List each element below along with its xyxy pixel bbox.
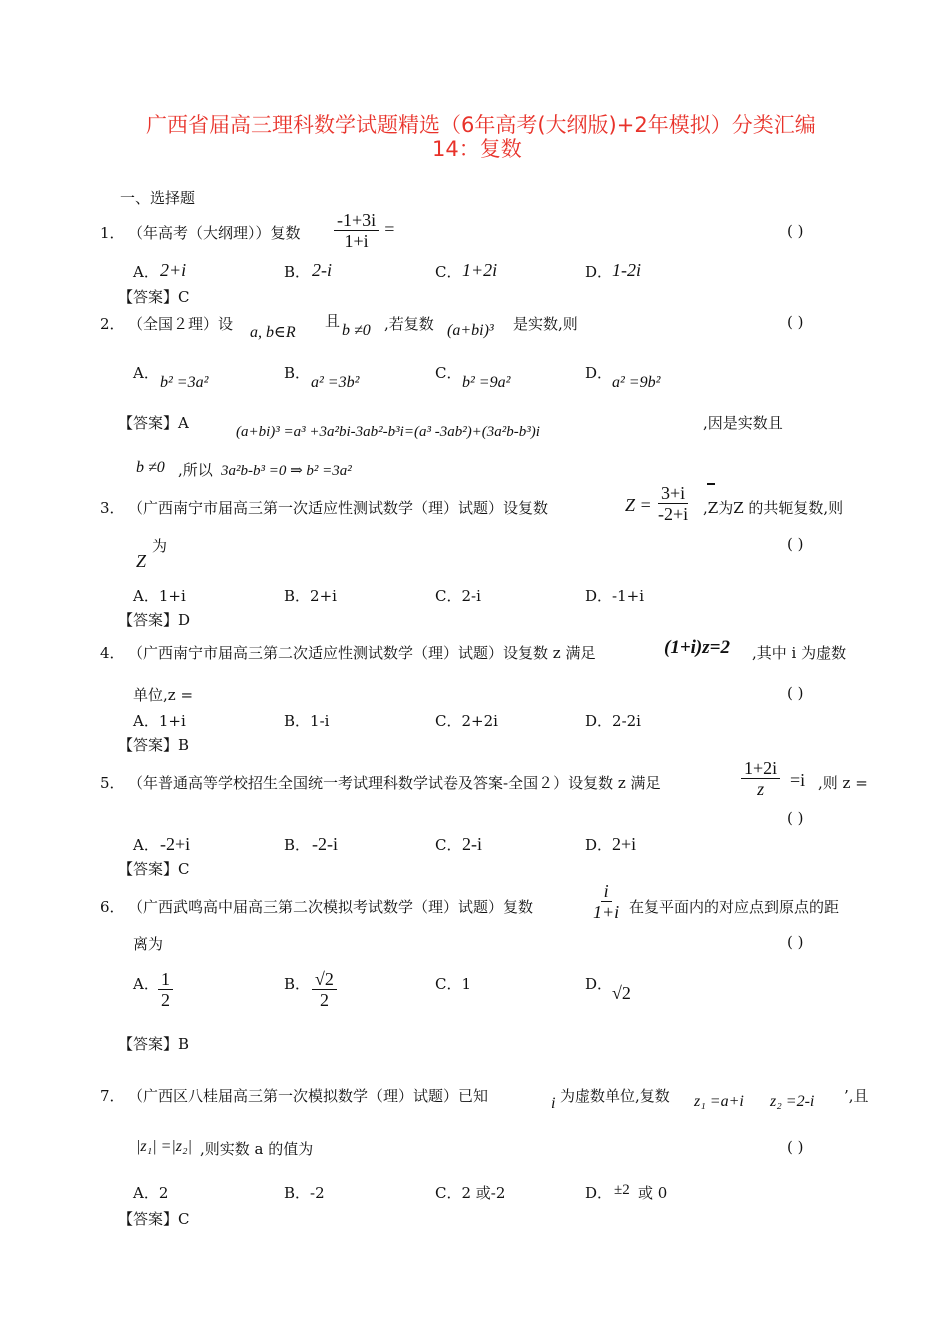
- q7-opt-d-label: D．: [585, 1184, 613, 1202]
- q3-answer: 【答案】D: [118, 611, 191, 629]
- q2-expression: (a+bi)³: [447, 322, 494, 339]
- q6-number: 6．: [100, 898, 125, 916]
- q2-opt-c: b² =9a²: [462, 374, 511, 391]
- q3-fraction: [655, 483, 691, 524]
- q3-denominator: -2+i: [658, 504, 689, 524]
- q3-opt-b: B．2+i: [284, 587, 337, 605]
- q6-text-3: 离为: [133, 935, 164, 953]
- q7-text-4: ,则实数 a 的值为: [200, 1140, 314, 1158]
- q3-conjugate-bar: [707, 483, 715, 485]
- q3-opt-a: A．1+i: [133, 587, 186, 605]
- q3-opt-c: C．2-i: [435, 587, 481, 605]
- q6-opt-b: [312, 969, 337, 1010]
- q4-opt-a: A．1+i: [133, 712, 186, 730]
- q2-text-3: ,若复数: [384, 315, 434, 333]
- q5-number: 5．: [100, 774, 125, 792]
- q5-opt-b-label: B．: [284, 836, 311, 854]
- q6-opt-b-label: B．: [284, 975, 311, 993]
- q5-text-2: =i: [790, 770, 806, 790]
- q6-opt-d: √2: [612, 983, 631, 1003]
- q4-opt-c: C．2+2i: [435, 712, 498, 730]
- q2-condition-2: b ≠0: [342, 322, 371, 339]
- q6-opt-a-label: A．: [133, 975, 159, 993]
- q1-fraction: [334, 210, 394, 251]
- q7-z1: z₁ =a+i: [694, 1093, 744, 1110]
- q7-z2: z₂ =2-i: [770, 1093, 815, 1110]
- q6-denominator: 1+i: [593, 902, 620, 922]
- q3-z: Z =: [625, 495, 652, 515]
- q4-opt-d: D．2-2i: [585, 712, 641, 730]
- q5-opt-a-label: A．: [133, 836, 159, 854]
- q7-opt-a: A．2: [133, 1184, 169, 1202]
- q2-solution-result: 3a²b-b³ =0 ⇒ b² =3a²: [221, 463, 352, 479]
- q5-opt-c-label: C．: [435, 836, 462, 854]
- q7-bracket: ( ): [787, 1138, 804, 1156]
- q5-opt-d: 2+i: [612, 834, 637, 854]
- q6-fraction: [590, 881, 622, 922]
- q3-text-3: 为: [152, 537, 168, 555]
- q7-opt-c: C．2 或-2: [435, 1184, 506, 1202]
- q5-denominator: z: [757, 779, 765, 799]
- q4-opt-b: B．1-i: [284, 712, 330, 730]
- section-heading: 一、选择题: [120, 189, 196, 207]
- q6-text: （广西武鸣高中届高三第二次模拟考试数学（理）试题）复数: [128, 898, 534, 916]
- q3-number: 3．: [100, 499, 125, 517]
- q1-opt-b: 2-i: [312, 260, 332, 280]
- q2-condition: a, b∈R: [250, 324, 296, 341]
- q1-denominator: 1+i: [344, 231, 369, 251]
- q3-z2: Z: [136, 551, 147, 571]
- q5-opt-c: 2-i: [462, 834, 482, 854]
- q6-opt-a-num: 1: [158, 969, 173, 990]
- q1-equals: =: [384, 219, 395, 239]
- q7-opt-d-tail: 或 0: [638, 1184, 668, 1202]
- q1-number: 1．: [100, 224, 125, 242]
- q4-number: 4．: [100, 644, 125, 662]
- q4-bracket: ( ): [787, 684, 804, 702]
- q3-bracket: ( ): [787, 535, 804, 553]
- q1-opt-a-label: A．: [133, 263, 159, 281]
- q1-opt-d: 1-2i: [612, 260, 641, 280]
- q7-opt-d: ±2: [614, 1182, 630, 1198]
- q6-opt-a: [158, 969, 173, 1010]
- q2-solution-cond: b ≠0: [136, 459, 165, 476]
- q3-text: （广西南宁市届高三第一次适应性测试数学（理）试题）设复数: [128, 499, 549, 517]
- q5-opt-b: -2-i: [312, 834, 338, 854]
- q6-opt-b-num: √2: [312, 969, 337, 990]
- q6-opt-d-label: D．: [585, 975, 613, 993]
- q6-opt-a-den: 2: [161, 990, 170, 1010]
- q2-opt-d: a² =9b²: [612, 374, 661, 391]
- q6-numerator: i: [601, 881, 612, 902]
- q3-text-2: ,Z为Z 的共轭复数,则: [703, 499, 844, 517]
- q4-answer: 【答案】B: [118, 736, 190, 754]
- q5-opt-a: -2+i: [160, 834, 191, 854]
- q7-text: （广西区八桂届高三第一次模拟数学（理）试题）已知: [128, 1087, 489, 1105]
- q7-imag-unit: i: [551, 1095, 556, 1112]
- q6-answer: 【答案】B: [118, 1035, 190, 1053]
- q1-answer: 【答案】C: [118, 288, 190, 306]
- q2-text-1: （全国２理）设: [128, 315, 234, 333]
- q1-opt-b-label: B．: [284, 263, 311, 281]
- q5-opt-d-label: D．: [585, 836, 613, 854]
- q7-number: 7．: [100, 1087, 125, 1105]
- page-subtitle: 14：复数: [432, 137, 522, 161]
- q7-text-2: 为虚数单位,复数: [560, 1087, 670, 1105]
- q2-solution-expr: (a+bi)³ =a³ +3a²bi-3ab²-b³i=(a³ -3ab²)+(3a²b-b³)i: [236, 424, 540, 440]
- q2-opt-b: a² =3b²: [311, 374, 360, 391]
- q6-bracket: ( ): [787, 933, 804, 951]
- q5-text: （年普通高等学校招生全国统一考试理科数学试卷及答案-全国２）设复数 z 满足: [128, 774, 661, 792]
- q1-text: （年高考（大纲理））复数: [128, 224, 301, 242]
- q5-bracket: ( ): [787, 809, 804, 827]
- q7-condition: |z₁| =|z₂|: [136, 1138, 192, 1155]
- q5-text-3: ,则 z =: [818, 774, 868, 792]
- q2-solution-text: ,因是实数且: [703, 414, 783, 432]
- q2-text-2: 且: [325, 312, 341, 330]
- q1-numerator: -1+3i: [334, 210, 379, 231]
- q7-text-3: ’,且: [844, 1087, 869, 1105]
- q3-numerator: 3+i: [658, 483, 688, 504]
- q2-text-4: 是实数,则: [513, 315, 578, 333]
- q2-opt-a: b² =3a²: [160, 374, 209, 391]
- q1-bracket: ( ): [787, 222, 804, 240]
- q7-opt-b: B．-2: [284, 1184, 325, 1202]
- q6-text-2: 在复平面内的对应点到原点的距: [629, 898, 840, 916]
- q7-answer: 【答案】C: [118, 1210, 190, 1228]
- q2-opt-d-label: D．: [585, 364, 613, 382]
- q4-text-2: ,其中 i 为虚数: [752, 644, 847, 662]
- q2-opt-c-label: C．: [435, 364, 462, 382]
- q6-opt-c: C．1: [435, 975, 472, 993]
- q5-answer: 【答案】C: [118, 860, 190, 878]
- q2-solution-so: ,所以: [178, 461, 213, 479]
- q1-opt-c: 1+2i: [462, 260, 498, 280]
- q6-opt-b-den: 2: [319, 990, 329, 1010]
- q5-numerator: 1+2i: [741, 758, 780, 779]
- q5-fraction: [741, 758, 780, 799]
- q1-opt-d-label: D．: [585, 263, 613, 281]
- q4-text: （广西南宁市届高三第二次适应性测试数学（理）试题）设复数 z 满足: [128, 644, 596, 662]
- q2-opt-b-label: B．: [284, 364, 311, 382]
- q4-expression: (1+i)z=2: [664, 637, 730, 658]
- q2-bracket: ( ): [787, 313, 804, 331]
- q1-opt-c-label: C．: [435, 263, 462, 281]
- page-title: 广西省届高三理科数学试题精选（6年高考(大纲版)+2年模拟）分类汇编: [146, 113, 816, 137]
- q1-opt-a: 2+i: [160, 260, 187, 280]
- q2-opt-a-label: A．: [133, 364, 159, 382]
- q4-text-3: 单位,z =: [133, 686, 194, 704]
- q2-answer: 【答案】A: [118, 414, 189, 432]
- q3-opt-d: D．-1+i: [585, 587, 645, 605]
- q2-number: 2．: [100, 315, 125, 333]
